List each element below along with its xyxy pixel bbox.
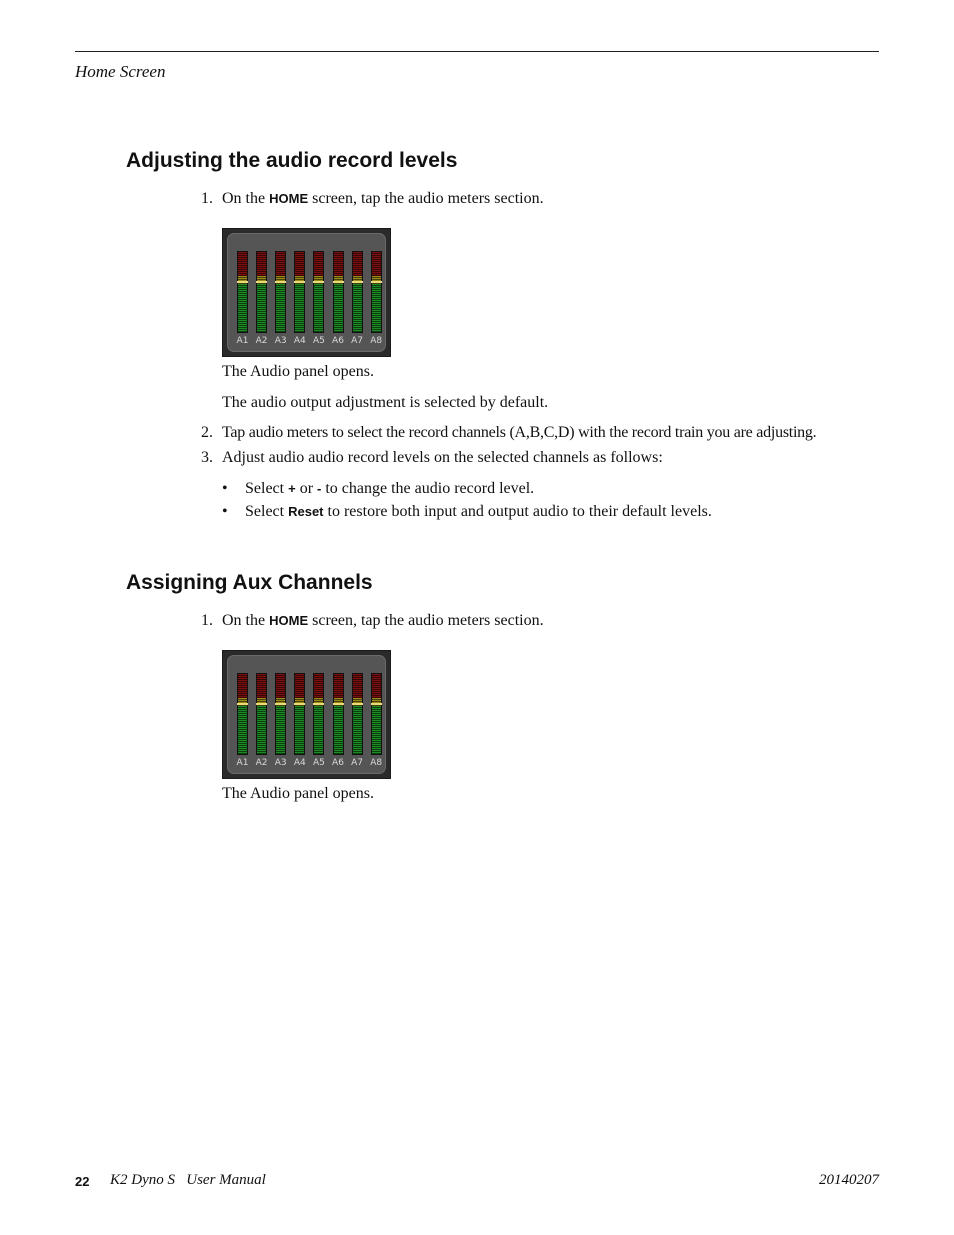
meter-segment-grn bbox=[257, 706, 266, 754]
audio-meters-panel bbox=[227, 655, 386, 774]
meter-segment-red bbox=[257, 252, 266, 276]
header-rule bbox=[75, 51, 879, 52]
meter-segment-grn bbox=[353, 706, 362, 754]
meter-level-mark bbox=[313, 281, 324, 283]
audio-meter-a2[interactable] bbox=[256, 673, 267, 755]
meter-label: A1 bbox=[236, 758, 249, 768]
meter-level-mark bbox=[256, 703, 267, 705]
audio-meter-a1[interactable] bbox=[237, 251, 248, 333]
meter-level-mark bbox=[352, 703, 363, 705]
reset-ui-label: Reset bbox=[288, 504, 324, 519]
step-text: On the HOME screen, tap the audio meters section. bbox=[222, 612, 544, 629]
meter-level-mark bbox=[275, 281, 286, 283]
meter-label: A3 bbox=[274, 758, 287, 768]
meter-segment-red bbox=[372, 252, 381, 276]
meter-segment-grn bbox=[295, 284, 304, 332]
audio-meter-a4[interactable] bbox=[294, 673, 305, 755]
meter-segment-red bbox=[276, 252, 285, 276]
meter-label: A7 bbox=[351, 758, 364, 768]
section-title-aux-channels: Assigning Aux Channels bbox=[126, 571, 373, 594]
meter-level-mark bbox=[256, 281, 267, 283]
manual-title: K2 Dyno S User Manual bbox=[110, 1172, 266, 1188]
meter-segment-red bbox=[334, 674, 343, 698]
step-number: 3. bbox=[201, 449, 213, 466]
result-text: The audio output adjustment is selected by default. bbox=[222, 394, 549, 411]
meter-label: A3 bbox=[274, 336, 287, 346]
audio-meters-panel bbox=[227, 233, 386, 352]
meter-label: A2 bbox=[255, 758, 268, 768]
meter-segment-red bbox=[353, 252, 362, 276]
meter-segment-red bbox=[257, 674, 266, 698]
home-ui-label: HOME bbox=[269, 191, 309, 206]
minus-ui-label: - bbox=[317, 481, 322, 496]
meter-level-mark bbox=[371, 281, 382, 283]
audio-meter-a7[interactable] bbox=[352, 673, 363, 755]
meter-level-mark bbox=[371, 703, 382, 705]
meter-label: A7 bbox=[351, 336, 364, 346]
meter-label: A2 bbox=[255, 336, 268, 346]
meter-segment-grn bbox=[238, 706, 247, 754]
meter-segment-grn bbox=[334, 706, 343, 754]
audio-meter-a7[interactable] bbox=[352, 251, 363, 333]
meter-segment-grn bbox=[314, 706, 323, 754]
meter-segment-red bbox=[334, 252, 343, 276]
audio-meter-a5[interactable] bbox=[313, 251, 324, 333]
audio-meter-a1[interactable] bbox=[237, 673, 248, 755]
audio-meter-a6[interactable] bbox=[333, 673, 344, 755]
meter-segment-red bbox=[238, 252, 247, 276]
meter-segment-red bbox=[295, 252, 304, 276]
meter-label: A5 bbox=[312, 758, 325, 768]
audio-meters-screenshot bbox=[222, 650, 391, 779]
audio-meter-a6[interactable] bbox=[333, 251, 344, 333]
audio-meter-a8[interactable] bbox=[371, 673, 382, 755]
meter-segment-red bbox=[353, 674, 362, 698]
step-text: Adjust audio audio record levels on the selected channels as follows: bbox=[222, 449, 663, 466]
meter-label: A8 bbox=[370, 336, 383, 346]
running-head: Home Screen bbox=[75, 62, 166, 81]
audio-meter-a2[interactable] bbox=[256, 251, 267, 333]
meter-segment-grn bbox=[238, 284, 247, 332]
meter-label: A6 bbox=[332, 758, 344, 768]
meter-segment-grn bbox=[257, 284, 266, 332]
meter-label: A6 bbox=[332, 336, 344, 346]
document-date: 20140207 bbox=[819, 1172, 879, 1188]
home-ui-label: HOME bbox=[269, 613, 309, 628]
meter-segment-grn bbox=[295, 706, 304, 754]
meter-label: A4 bbox=[293, 336, 306, 346]
meter-level-mark bbox=[333, 281, 344, 283]
page-number: 22 bbox=[75, 1174, 90, 1189]
meter-segment-grn bbox=[372, 706, 381, 754]
bullet-text: Select Reset to restore both input and output audio to their default levels. bbox=[245, 503, 712, 520]
meter-segment-red bbox=[295, 674, 304, 698]
audio-meter-a3[interactable] bbox=[275, 251, 286, 333]
meter-level-mark bbox=[333, 703, 344, 705]
plus-ui-label: + bbox=[288, 481, 296, 496]
meter-level-mark bbox=[237, 703, 248, 705]
bullet-mark: • bbox=[222, 503, 228, 520]
meter-label: A5 bbox=[312, 336, 325, 346]
meter-level-mark bbox=[313, 703, 324, 705]
meter-segment-grn bbox=[353, 284, 362, 332]
meter-level-mark bbox=[294, 281, 305, 283]
meter-label: A1 bbox=[236, 336, 249, 346]
audio-meters-screenshot bbox=[222, 228, 391, 357]
meter-segment-red bbox=[238, 674, 247, 698]
step-text: On the HOME screen, tap the audio meters section. bbox=[222, 190, 544, 207]
section-title-audio-record-levels: Adjusting the audio record levels bbox=[126, 149, 458, 172]
meter-segment-grn bbox=[276, 284, 285, 332]
audio-meter-a3[interactable] bbox=[275, 673, 286, 755]
meter-level-mark bbox=[294, 703, 305, 705]
step-number: 1. bbox=[201, 612, 213, 629]
meter-segment-grn bbox=[276, 706, 285, 754]
meter-level-mark bbox=[237, 281, 248, 283]
result-text: The Audio panel opens. bbox=[222, 785, 374, 802]
audio-meter-a8[interactable] bbox=[371, 251, 382, 333]
bullet-text: Select + or - to change the audio record level. bbox=[245, 480, 535, 497]
meter-segment-red bbox=[276, 674, 285, 698]
meter-segment-red bbox=[314, 252, 323, 276]
meter-segment-grn bbox=[334, 284, 343, 332]
step-number: 1. bbox=[201, 190, 213, 207]
bullet-mark: • bbox=[222, 480, 228, 497]
step-number: 2. bbox=[201, 424, 213, 441]
meter-segment-red bbox=[314, 674, 323, 698]
meter-segment-grn bbox=[314, 284, 323, 332]
meter-level-mark bbox=[352, 281, 363, 283]
audio-meter-a5[interactable] bbox=[313, 673, 324, 755]
meter-label: A4 bbox=[293, 758, 306, 768]
meter-segment-grn bbox=[372, 284, 381, 332]
step-text: Tap audio meters to select the record channels (A,B,C,D) with the record train you are adjusting. bbox=[222, 424, 817, 441]
audio-meter-a4[interactable] bbox=[294, 251, 305, 333]
result-text: The Audio panel opens. bbox=[222, 363, 374, 380]
meter-segment-red bbox=[372, 674, 381, 698]
meter-label: A8 bbox=[370, 758, 383, 768]
meter-level-mark bbox=[275, 703, 286, 705]
